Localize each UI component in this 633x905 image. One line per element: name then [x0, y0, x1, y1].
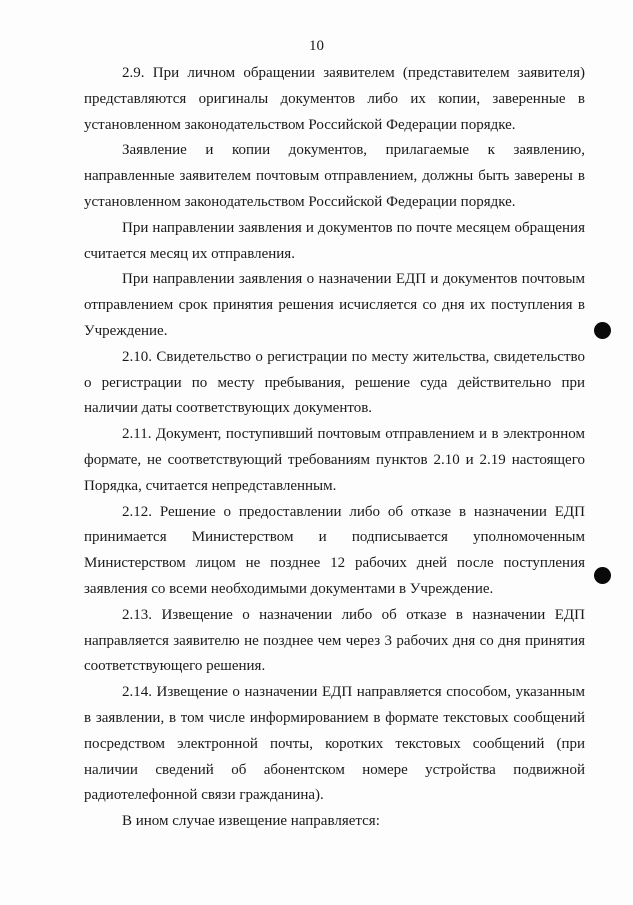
paragraph-decision-term: При направлении заявления о назначении ЕДП и документов почтовым отправлением срок принятия решения исчисляется со дня их поступления в Учреждение. — [84, 271, 585, 339]
punch-hole-dot — [594, 567, 611, 584]
page-number: 10 — [309, 38, 324, 54]
paragraph-postal-certification: Заявление и копии документов, прилагаемые к заявлению, направленные заявителем почтовым отправлением, должны быть заверены в установленном законодательством Российской Федерации порядке. — [84, 142, 585, 210]
paragraph-2-14: 2.14. Извещение о назначении ЕДП направляется способом, указанным в заявлении, в том числе информированием в формате текстовых сообщений посредством электронной почты, коротких текстовых сообщений (при наличии сведений об абонентском номере устройства подвижной радиотелефонной связи гражданина). — [84, 684, 585, 804]
paragraph-2-10: 2.10. Свидетельство о регистрации по месту жительства, свидетельство о регистрации по месту пребывания, решение суда действительно при наличии даты соответствующих документов. — [84, 348, 585, 417]
paragraph-postal-month: При направлении заявления и документов по почте месяцем обращения считается месяц их отправления. — [84, 219, 585, 262]
document-body — [84, 61, 585, 835]
punch-hole-dot — [594, 322, 611, 339]
paragraph-2-12: 2.12. Решение о предоставлении либо об отказе в назначении ЕДП принимается Министерством и подписывается уполномоченным Министерством лицом не позднее 12 рабочих дней после поступления заявления со всеми необходимыми документами в Учреждение. — [84, 503, 585, 597]
paragraph-2-9: 2.9. При личном обращении заявителем (представителем заявителя) представляются оригиналы документов либо их копии, заверенные в установленном законодательством Российской Федерации порядке. — [84, 65, 585, 133]
paragraph-2-13: 2.13. Извещение о назначении либо об отказе в назначении ЕДП направляется заявителю не позднее чем через 3 рабочих дня со дня принятия соответствующего решения. — [84, 606, 585, 675]
paragraph-2-11: 2.11. Документ, поступивший почтовым отправлением и в электронном формате, не соответствующий требованиям пунктов 2.10 и 2.19 настоящего Порядка, считается непредставленным. — [84, 426, 585, 494]
paragraph-otherwise: В ином случае извещение направляется: — [122, 813, 380, 830]
